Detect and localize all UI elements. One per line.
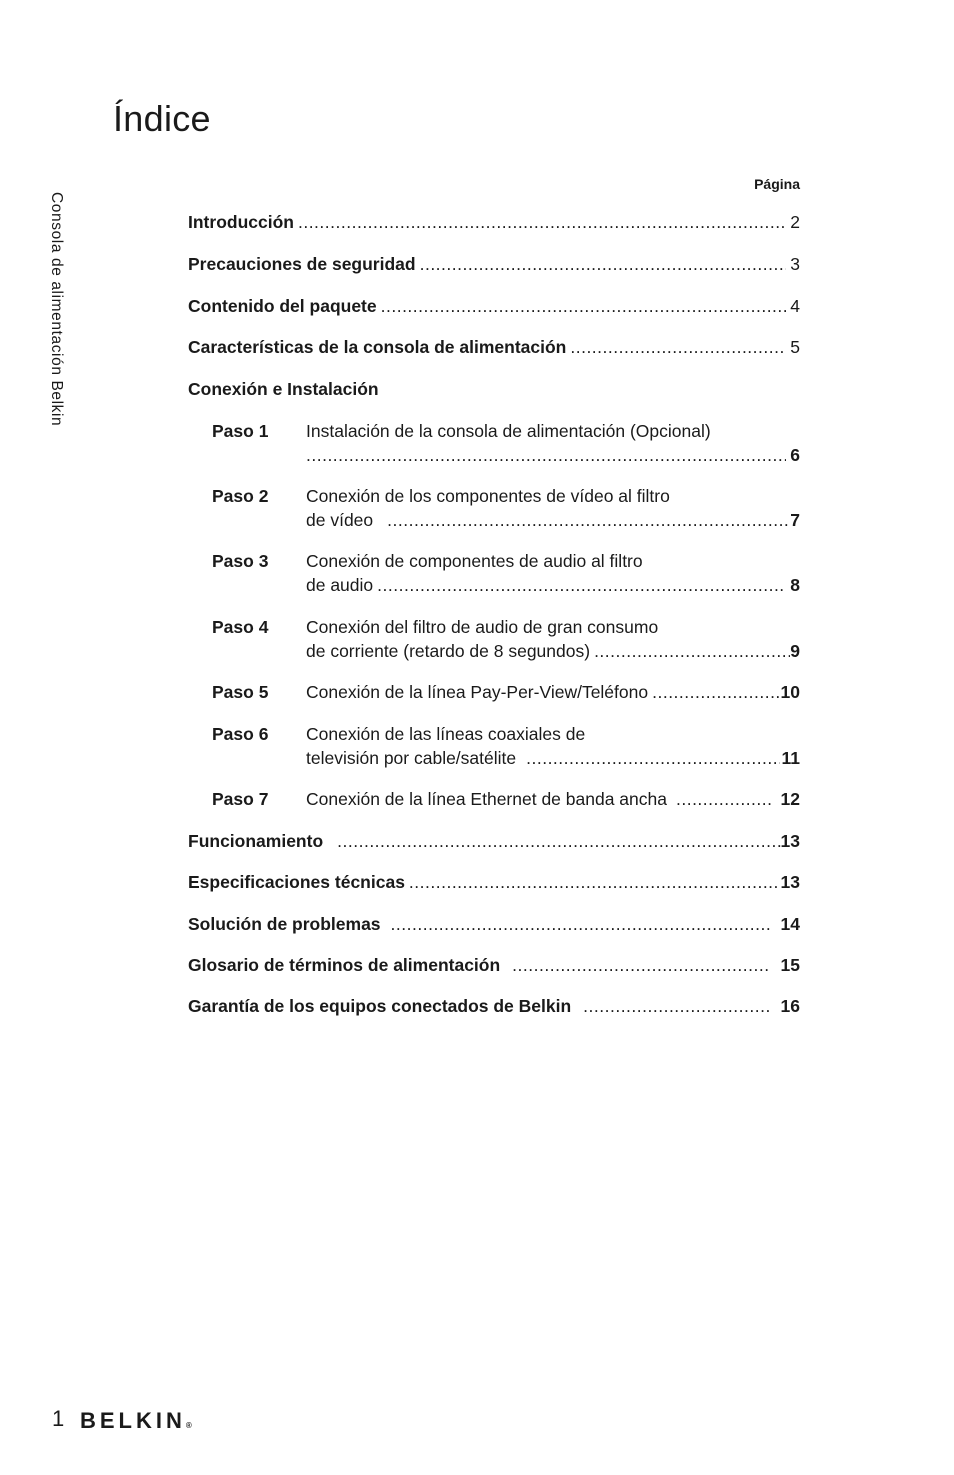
toc-entry[interactable] (188, 212, 800, 236)
brand-name: BELKIN (80, 1408, 186, 1433)
toc-entry[interactable] (188, 955, 800, 979)
toc-entry[interactable] (188, 831, 800, 855)
step-title-continued: televisión por cable/satélite (306, 748, 517, 768)
step-page: 12 (780, 789, 800, 809)
toc-entry[interactable] (188, 296, 800, 320)
step-title: Conexión de los componentes de vídeo al filtro (306, 486, 670, 506)
toc-entry-page: 13 (780, 831, 800, 851)
step-title: Conexión de la línea Ethernet de banda ancha (306, 789, 667, 809)
toc-entry-page: 3 (790, 254, 800, 274)
step-title: Conexión de las líneas coaxiales de (306, 724, 586, 744)
dot-leader (306, 445, 786, 466)
page-number: 1 (52, 1406, 65, 1431)
step-title-continued: de vídeo (306, 510, 374, 530)
toc-entry[interactable] (188, 872, 800, 896)
dot-leader (526, 748, 779, 769)
dot-leader (512, 955, 770, 976)
step-page: 11 (781, 748, 800, 768)
dot-leader (583, 996, 770, 1017)
dot-leader (676, 789, 772, 810)
dot-leader (594, 641, 790, 662)
step-title: Instalación de la consola de alimentación (Opcional) (306, 421, 711, 441)
toc-entry-label: Garantía de los equipos conectados de Belkin (188, 996, 572, 1016)
dot-leader (298, 212, 786, 233)
step-page: 6 (790, 445, 800, 465)
step-name: Paso 1 (212, 421, 269, 441)
dot-leader (570, 337, 786, 358)
toc-entry-label: Introducción (188, 212, 294, 232)
step-name: Paso 4 (212, 617, 269, 637)
step-page: 10 (780, 682, 800, 702)
toc-entry-page: 13 (780, 872, 800, 892)
page-column-header: Página (754, 176, 800, 192)
toc-entry-label: Precauciones de seguridad (188, 254, 416, 274)
dot-leader (377, 575, 786, 596)
toc-entry-label: Contenido del paquete (188, 296, 377, 316)
registered-mark: ® (185, 1421, 192, 1430)
step-title-continued: de corriente (retardo de 8 segundos) (306, 641, 591, 661)
dot-leader (337, 831, 780, 852)
toc-entry[interactable] (188, 337, 800, 361)
step-name: Paso 6 (212, 724, 269, 744)
dot-leader (420, 254, 787, 275)
toc-entry[interactable] (188, 914, 800, 938)
toc-entry-page: 16 (780, 996, 800, 1016)
step-name: Paso 5 (212, 682, 269, 702)
dot-leader (391, 914, 771, 935)
step-title: Conexión de la línea Pay-Per-View/Teléfono (306, 682, 649, 702)
step-page: 8 (790, 575, 800, 595)
toc-entry-label: Solución de problemas (188, 914, 381, 934)
step-name: Paso 7 (212, 789, 269, 809)
dot-leader (409, 872, 777, 893)
toc-entry-label: Funcionamiento (188, 831, 324, 851)
toc-entry-page: 4 (790, 296, 800, 316)
toc-entry-label: Glosario de términos de alimentación (188, 955, 501, 975)
toc-entry-label: Características de la consola de alimentación (188, 337, 567, 357)
toc-entry-label: Especificaciones técnicas (188, 872, 405, 892)
toc-entry-page: 15 (780, 955, 800, 975)
dot-leader (652, 682, 780, 703)
step-title: Conexión del filtro de audio de gran consumo (306, 617, 659, 637)
step-title-continued: de audio (306, 575, 374, 595)
toc-entry-page: 2 (790, 212, 800, 232)
toc-section-heading: Conexión e Instalación (188, 379, 379, 399)
step-page: 9 (790, 641, 800, 661)
toc-entry[interactable] (188, 996, 800, 1020)
dot-leader (381, 296, 787, 317)
toc-entry[interactable] (188, 254, 800, 278)
step-name: Paso 3 (212, 551, 269, 571)
toc-entry-page: 5 (790, 337, 800, 357)
step-page: 7 (790, 510, 800, 530)
dot-leader (387, 510, 790, 531)
belkin-logo (80, 1408, 192, 1434)
step-name: Paso 2 (212, 486, 269, 506)
toc-entry-page: 14 (780, 914, 800, 934)
step-title: Conexión de componentes de audio al filtro (306, 551, 643, 571)
side-running-title: Consola de alimentación Belkin (48, 192, 65, 427)
page-title: Índice (113, 98, 211, 140)
